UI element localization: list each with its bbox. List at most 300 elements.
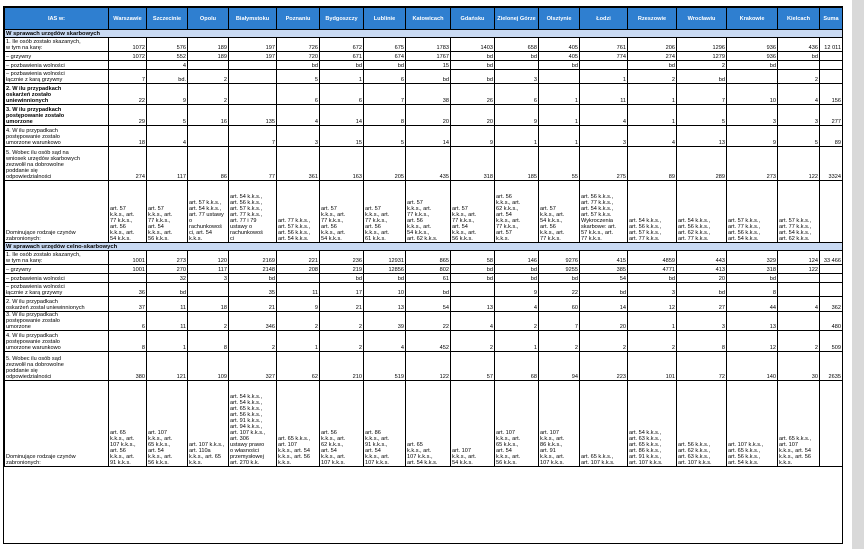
offence-cell: art. 65 k.k.s., art. 107 k.k.s., art. 54 k.k.s. [406, 381, 451, 467]
value-cell: 18 [188, 297, 229, 312]
value-cell: bd [147, 283, 188, 297]
value-cell: 21 [320, 297, 364, 312]
offence-cell [820, 381, 843, 467]
value-cell: bd [406, 70, 451, 84]
value-cell: 5 [277, 70, 320, 84]
offence-cell: art. 54 k.k.s., art. 56 k.k.s., art. 57 k.k.s., art. 77 k.k.s. [628, 181, 677, 243]
value-cell: bd [451, 274, 495, 283]
row-label: 3. W ilu przypadkach postępowanie zostało umorzone [5, 312, 109, 331]
row-label: – pozbawienia wolności łącznie z karą grzywny [5, 70, 109, 84]
value-cell: 1 [495, 126, 539, 147]
value-cell: bd [677, 283, 727, 297]
value-cell: 4 [451, 312, 495, 331]
value-cell: 58 [451, 251, 495, 265]
row-label: 2. W ilu przypadkach oskarżeń zostało uniewinnionych [5, 84, 109, 105]
value-cell: bd [229, 274, 277, 283]
table-row [5, 126, 843, 147]
value-cell: 26 [451, 84, 495, 105]
table-row [5, 352, 843, 381]
column-header: Wrocławiu [677, 8, 727, 30]
table-row [5, 312, 843, 331]
value-cell: 273 [147, 251, 188, 265]
window-edge [852, 0, 864, 549]
value-cell [229, 84, 277, 105]
value-cell: 89 [820, 126, 843, 147]
value-cell: 22 [109, 84, 147, 105]
value-cell: 8 [109, 331, 147, 352]
value-cell: 1072 [109, 52, 147, 61]
value-cell: 37 [109, 297, 147, 312]
table-row [5, 147, 843, 181]
dominant-offences-row [5, 181, 843, 243]
section-header-row [5, 30, 843, 38]
offence-cell: art. 57 k.k.s., art. 77 k.k.s., art. 56 k.k.s., art. 61 k.k.s. [364, 181, 406, 243]
offence-cell: art. 57 k.k.s., art. 77 k.k.s., art. 56 k.k.s., art. 54 k.k.s. [109, 181, 147, 243]
column-header: Kielcach [778, 8, 820, 30]
value-cell: 4 [147, 126, 188, 147]
row-label: 1. Ile osób zostało skazanych, w tym na karę: [5, 251, 109, 265]
column-header: Olsztynie [539, 8, 580, 30]
column-header: Białymstoku [229, 8, 277, 30]
value-cell: 480 [820, 312, 843, 331]
table-row [5, 70, 843, 84]
value-cell: 22 [406, 312, 451, 331]
column-header: Krakowie [727, 8, 778, 30]
value-cell: 12 [727, 331, 778, 352]
offence-cell: art. 54 k.k.s., art. 54 k.k.s., art. 65 k.k.s., art. 56 k.k.s., art. 91 k.k.s., art. 94 k.k.s., art. 107 k.k.s., art. 306 ustawy prawo o własności przemysłowej art. 270 k.k. [229, 381, 277, 467]
offence-cell: art. 54 k.k.s., art. 63 k.k.s., art. 65 k.k.s., art. 86 k.k.s., art. 91 k.k.s., art. 107 k.k.s. [628, 381, 677, 467]
value-cell [778, 274, 820, 283]
column-header: Lublinie [364, 8, 406, 30]
column-header: Suma [820, 8, 843, 30]
value-cell: 2 [451, 331, 495, 352]
value-cell: 3 [580, 126, 628, 147]
value-cell [495, 61, 539, 70]
offence-cell: art. 57 k.k.s., art. 77 k.k.s., art. 54 k.k.s., art. 56 k.k.s. [451, 181, 495, 243]
value-cell: 318 [451, 147, 495, 181]
value-cell: 20 [406, 105, 451, 126]
value-cell: 55 [539, 147, 580, 181]
offence-cell: art. 107 k.k.s., art. 65 k.k.s., art. 56 k.k.s., art. 54 k.k.s. [727, 381, 778, 467]
value-cell: 3324 [820, 147, 843, 181]
value-cell: 1 [580, 70, 628, 84]
value-cell: 380 [109, 352, 147, 381]
value-cell: 21 [229, 297, 277, 312]
value-cell: 270 [147, 265, 188, 274]
column-header: Gdańsku [451, 8, 495, 30]
value-cell [820, 283, 843, 297]
value-cell: 1 [320, 70, 364, 84]
value-cell: bd. [147, 70, 188, 84]
offence-cell: art. 56 k.k.s., art. 62 k.k.s., art. 54 k.k.s., art. 107 k.k.s. [320, 381, 364, 467]
offence-cell: art. 65 k.k.s., art. 107 k.k.s. [580, 381, 628, 467]
value-cell: 6 [364, 70, 406, 84]
value-cell [820, 70, 843, 84]
value-cell: 44 [727, 297, 778, 312]
value-cell: 4 [778, 84, 820, 105]
value-cell: 509 [820, 331, 843, 352]
value-cell: 2 [580, 331, 628, 352]
offence-cell: art. 56 k.k.s., art. 62 k.k.s., art. 63 k.k.s., art. 107 k.k.s. [677, 381, 727, 467]
table-row [5, 297, 843, 312]
value-cell: 17 [320, 283, 364, 297]
value-cell: 1783 [406, 38, 451, 52]
table-row [5, 265, 843, 274]
table-row [5, 61, 843, 70]
value-cell [229, 70, 277, 84]
offence-cell: art. 65 k.k.s., art. 107 k.k.s., art. 56 k.k.s., art. 91 k.k.s. [109, 381, 147, 467]
value-cell: 7 [539, 312, 580, 331]
value-cell: bd [580, 283, 628, 297]
value-cell: 1 [277, 331, 320, 352]
value-cell [820, 274, 843, 283]
value-cell: 29 [109, 105, 147, 126]
value-cell: 22 [539, 283, 580, 297]
value-cell: 1403 [451, 38, 495, 52]
column-header: Łodzi [580, 8, 628, 30]
value-cell: 671 [320, 52, 364, 61]
value-cell: 60 [539, 297, 580, 312]
value-cell: 205 [364, 147, 406, 181]
value-cell: 14 [320, 105, 364, 126]
row-label: – pozbawienia wolności [5, 61, 109, 70]
value-cell: 38 [406, 84, 451, 105]
value-cell [778, 61, 820, 70]
value-cell: 936 [727, 52, 778, 61]
value-cell: bd [406, 283, 451, 297]
value-cell: 2 [677, 61, 727, 70]
value-cell: 1 [539, 126, 580, 147]
value-cell: bd [727, 61, 778, 70]
value-cell: 13 [451, 297, 495, 312]
value-cell: 5 [778, 126, 820, 147]
value-cell: 122 [778, 147, 820, 181]
table-row [5, 52, 843, 61]
value-cell: 4 [628, 126, 677, 147]
value-cell: 1 [539, 105, 580, 126]
row-label: Dominujące rodzaje czynów zabronionych: [5, 181, 109, 243]
value-cell: 120 [188, 251, 229, 265]
value-cell: 61 [406, 274, 451, 283]
value-cell: 18 [109, 126, 147, 147]
value-cell: 361 [277, 147, 320, 181]
value-cell: 277 [820, 105, 843, 126]
value-cell: 4 [495, 297, 539, 312]
value-cell: 2148 [229, 265, 277, 274]
value-cell: 146 [495, 251, 539, 265]
value-cell: bd [539, 61, 580, 70]
value-cell: 1 [147, 331, 188, 352]
value-cell: 5 [147, 105, 188, 126]
value-cell: 1 [495, 331, 539, 352]
value-cell [188, 283, 229, 297]
row-label: 4. W ilu przypadkach postępowanie zostało umorzone warunkowo [5, 331, 109, 352]
value-cell: 3 [677, 312, 727, 331]
value-cell: 865 [406, 251, 451, 265]
value-cell: 7 [364, 84, 406, 105]
value-cell [109, 61, 147, 70]
value-cell: 4771 [628, 265, 677, 274]
value-cell: 2 [277, 312, 320, 331]
value-cell: 14 [406, 126, 451, 147]
value-cell: bd [628, 274, 677, 283]
value-cell: 35 [229, 283, 277, 297]
value-cell: 117 [147, 147, 188, 181]
value-cell: 89 [628, 147, 677, 181]
value-cell: 156 [820, 84, 843, 105]
value-cell: 6 [109, 312, 147, 331]
value-cell: 273 [727, 147, 778, 181]
table-row [5, 331, 843, 352]
value-cell: 140 [727, 352, 778, 381]
value-cell: 10 [364, 283, 406, 297]
offence-cell: art. 65 k.k.s., art. 107 k.k.s., art. 54 k.k.s., art. 56 k.k.s. [778, 381, 820, 467]
value-cell: bd [778, 52, 820, 61]
offence-cell: art. 77 k.k.s., art. 57 k.k.s., art. 56 k.k.s., art. 54 k.k.s. [277, 181, 320, 243]
value-cell [820, 61, 843, 70]
value-cell: 802 [406, 265, 451, 274]
value-cell: 289 [677, 147, 727, 181]
column-header: Katowicach [406, 8, 451, 30]
value-cell: 122 [778, 265, 820, 274]
value-cell: 1001 [109, 265, 147, 274]
table-row [5, 283, 843, 297]
value-cell: 675 [364, 38, 406, 52]
column-header: Szczecinie [147, 8, 188, 30]
offence-cell: art. 57 k.k.s., art. 54 k.k.s., art. 77 ustawy o rachunkowoś ci, art. 54 k.k.s. [188, 181, 229, 243]
offence-cell: art. 57 k.k.s., art. 77 k.k.s., art. 56 k.k.s., art. 54 k.k.s. [727, 181, 778, 243]
value-cell: bd [495, 265, 539, 274]
value-cell: 2 [188, 312, 229, 331]
value-cell: 1767 [406, 52, 451, 61]
value-cell: 6 [320, 84, 364, 105]
value-cell: bd [628, 61, 677, 70]
value-cell: 5 [677, 105, 727, 126]
value-cell: 223 [580, 352, 628, 381]
value-cell: 443 [677, 251, 727, 265]
value-cell: bd [451, 52, 495, 61]
value-cell: 9 [277, 297, 320, 312]
value-cell: 163 [320, 147, 364, 181]
value-cell: 452 [406, 331, 451, 352]
value-cell: 189 [188, 52, 229, 61]
value-cell: 12856 [364, 265, 406, 274]
value-cell: 10 [727, 84, 778, 105]
value-cell: 219 [320, 265, 364, 274]
value-cell: 77 [229, 147, 277, 181]
value-cell: 385 [580, 265, 628, 274]
value-cell: 720 [277, 52, 320, 61]
value-cell: 3 [727, 105, 778, 126]
table-row [5, 274, 843, 283]
statistics-sheet [3, 6, 843, 544]
value-cell: 936 [727, 38, 778, 52]
value-cell: 1296 [677, 38, 727, 52]
value-cell: 4 [277, 105, 320, 126]
value-cell [727, 70, 778, 84]
value-cell: bd [451, 70, 495, 84]
value-cell: 3 [495, 70, 539, 84]
offence-cell: art. 107 k.k.s., art. 65 k.k.s., art. 54 k.k.s., art. 56 k.k.s. [147, 381, 188, 467]
value-cell: 274 [628, 52, 677, 61]
row-label: 2. W ilu przypadkach oskarżeń został uniewinnionych [5, 297, 109, 312]
value-cell: 346 [229, 312, 277, 331]
offence-cell: art. 107 k.k.s., art. 65 k.k.s., art. 54 k.k.s., art. 56 k.k.s. [495, 381, 539, 467]
section-title: W sprawach urzędów skarbowych [5, 30, 843, 38]
value-cell: 101 [628, 352, 677, 381]
value-cell [277, 274, 320, 283]
value-cell: 11 [147, 297, 188, 312]
value-cell [451, 283, 495, 297]
value-cell: 13 [727, 312, 778, 331]
value-cell: 3 [628, 283, 677, 297]
value-cell: 405 [539, 38, 580, 52]
value-cell: 2169 [229, 251, 277, 265]
value-cell: bd [364, 61, 406, 70]
offence-cell: art. 86 k.k.s., art. 91 k.k.s., art. 54 k.k.s., art. 107 k.k.s. [364, 381, 406, 467]
offence-cell: art. 57 k.k.s., art. 54 k.k.s., art. 56 k.k.s., art. 77 k.k.s. [539, 181, 580, 243]
value-cell: 20 [580, 312, 628, 331]
value-cell: 8 [677, 331, 727, 352]
offence-cell: art. 54 k.k.s., art. 56 k.k.s., art. 62 k.k.s., art. 77 k.k.s. [677, 181, 727, 243]
offence-cell: art. 107 k.k.s., art. 54 k.k.s. [451, 381, 495, 467]
value-cell: 274 [109, 147, 147, 181]
value-cell: 774 [580, 52, 628, 61]
value-cell: 8 [364, 105, 406, 126]
value-cell: 117 [188, 265, 229, 274]
value-cell: bd [727, 274, 778, 283]
value-cell: 7 [677, 84, 727, 105]
value-cell: 761 [580, 38, 628, 52]
value-cell: 197 [229, 52, 277, 61]
value-cell: 2 [778, 70, 820, 84]
value-cell: 62 [277, 352, 320, 381]
value-cell: 405 [539, 52, 580, 61]
row-label: 3. W ilu przypadkach postępowanie zostało umorzone [5, 105, 109, 126]
value-cell: 2 [778, 331, 820, 352]
value-cell: 2 [188, 70, 229, 84]
value-cell: 4 [147, 61, 188, 70]
value-cell: 9 [495, 105, 539, 126]
value-cell: 3 [277, 126, 320, 147]
value-cell: 2 [628, 70, 677, 84]
value-cell: 327 [229, 352, 277, 381]
value-cell: 135 [229, 105, 277, 126]
value-cell: 13 [364, 297, 406, 312]
column-header: Warszawie [109, 8, 147, 30]
value-cell: 33 466 [820, 251, 843, 265]
value-cell: 20 [451, 105, 495, 126]
value-cell: 2 [320, 331, 364, 352]
column-header: Zielonej Górze [495, 8, 539, 30]
value-cell: 57 [451, 352, 495, 381]
value-cell: 436 [778, 38, 820, 52]
value-cell: 197 [229, 38, 277, 52]
value-cell: bd [495, 274, 539, 283]
value-cell: 13 [677, 126, 727, 147]
value-cell: 9255 [539, 265, 580, 274]
value-cell: 3 [188, 274, 229, 283]
value-cell: 3 [778, 105, 820, 126]
column-header: Rzeszowie [628, 8, 677, 30]
table-row [5, 38, 843, 52]
section-header-row [5, 243, 843, 251]
value-cell [820, 265, 843, 274]
value-cell: 86 [188, 147, 229, 181]
column-header: Poznaniu [277, 8, 320, 30]
value-cell: 9276 [539, 251, 580, 265]
value-cell: 1 [628, 105, 677, 126]
value-cell: 27 [677, 297, 727, 312]
value-cell: 9 [451, 126, 495, 147]
value-cell: 221 [277, 251, 320, 265]
offence-cell: art. 54 k.k.s., art. 56 k.k.s., art. 57 k.k.s., art. 77 k.k.s., art. 77 i 79 ustawy o rachunkowoś ci [229, 181, 277, 243]
value-cell: 1001 [109, 251, 147, 265]
value-cell: 9 [495, 283, 539, 297]
value-cell: 2 [539, 331, 580, 352]
value-cell: 236 [320, 251, 364, 265]
value-cell: 189 [188, 38, 229, 52]
value-cell: 20 [677, 274, 727, 283]
value-cell: bd [277, 61, 320, 70]
value-cell: bd [539, 274, 580, 283]
offence-cell: art. 107 k.k.s., art. 86 k.k.s., art. 91 k.k.s., art. 107 k.k.s. [539, 381, 580, 467]
value-cell: 362 [820, 297, 843, 312]
value-cell: 11 [580, 84, 628, 105]
offence-cell: art. 56 k.k.s., art. 62 k.k.s., art. 54 k.k.s., art. 77 k.k.s., art. 57 k.k.s. [495, 181, 539, 243]
value-cell: 8 [188, 331, 229, 352]
row-label: 5. Wobec ilu osób sąd zezwolił na dobrowolne poddanie się odpowiedzialności [5, 352, 109, 381]
value-cell: 415 [580, 251, 628, 265]
column-header: Bydgoszczy [320, 8, 364, 30]
value-cell: 1 [628, 84, 677, 105]
value-cell: 185 [495, 147, 539, 181]
value-cell: 2 [188, 84, 229, 105]
offence-cell: art. 56 k.k.s., art. 77 k.k.s., art. 54 k.k.s., art. 57 k.k.s. Wykroczenia skarbowe: art. 57 k.k.s., art. 77 k.k.s. [580, 181, 628, 243]
value-cell: 9 [727, 126, 778, 147]
value-cell [580, 61, 628, 70]
offence-cell: art. 107 k.k.s., art. 110a k.k.s., art. 65 k.k.s. [188, 381, 229, 467]
value-cell: 576 [147, 38, 188, 52]
value-cell: 208 [277, 265, 320, 274]
value-cell: 7 [109, 70, 147, 84]
value-cell: 1072 [109, 38, 147, 52]
value-cell: bd [451, 265, 495, 274]
value-cell: 674 [364, 52, 406, 61]
offence-cell: art. 65 k.k.s., art. 107 k.k.s., art. 54 k.k.s., art. 56 k.k.s. [277, 381, 320, 467]
value-cell: 5 [364, 126, 406, 147]
offence-cell: art. 57 k.k.s., art. 77 k.k.s., art. 56 k.k.s., art. 54 k.k.s., art. 62 k.k.s. [406, 181, 451, 243]
value-cell: 2 [628, 331, 677, 352]
value-cell [109, 274, 147, 283]
row-label: – pozbawienia wolności łącznie z karą grzywny [5, 283, 109, 297]
value-cell [188, 61, 229, 70]
value-cell: 318 [727, 265, 778, 274]
value-cell: 435 [406, 147, 451, 181]
value-cell: 36 [109, 283, 147, 297]
value-cell: 54 [580, 274, 628, 283]
value-cell: 15 [406, 61, 451, 70]
row-label: 5. Wobec ilu osób sąd na wniosek urzędów skarbowych zezwolił na dobrowolne poddanie się odpowiedzialności [5, 147, 109, 181]
table-row [5, 84, 843, 105]
offence-cell: art. 57 k.k.s., art. 77 k.k.s., art. 56 k.k.s., art. 54 k.k.s. [320, 181, 364, 243]
value-cell [820, 52, 843, 61]
value-cell: 122 [406, 352, 451, 381]
value-cell: 1 [539, 84, 580, 105]
value-cell: 94 [539, 352, 580, 381]
value-cell: 16 [188, 105, 229, 126]
value-cell: 1279 [677, 52, 727, 61]
